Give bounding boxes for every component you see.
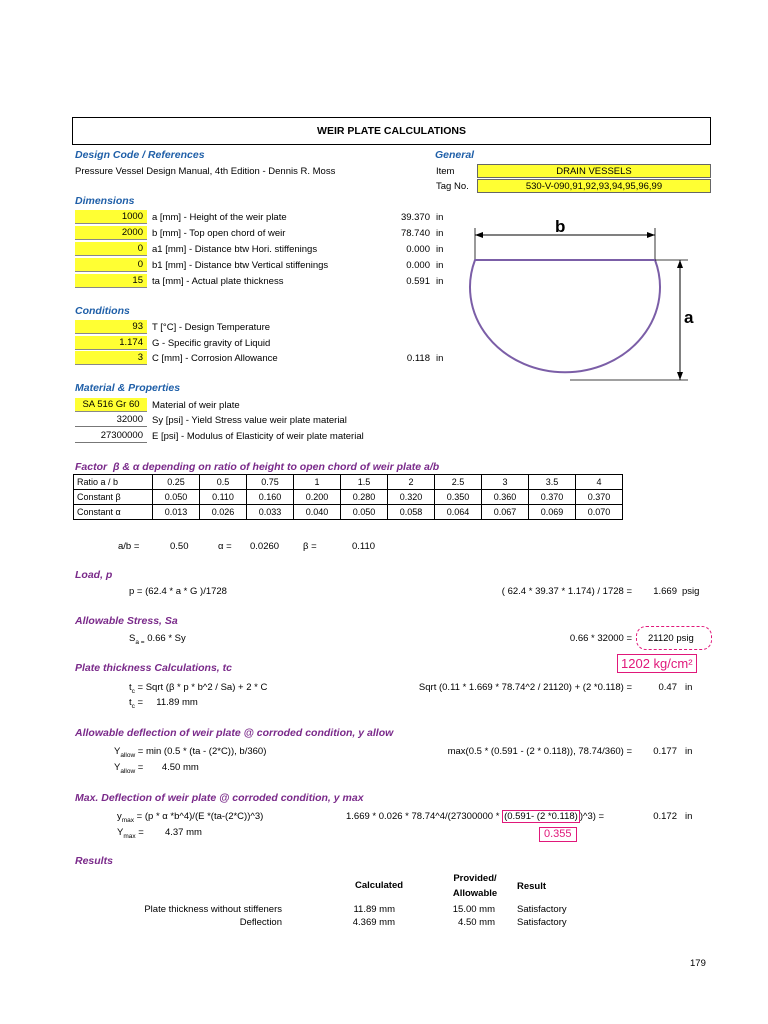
modulus-value: 27300000 (75, 429, 147, 443)
ab-label: a/b = (118, 541, 140, 552)
weir-plate-diagram (460, 210, 710, 390)
material-value: SA 516 Gr 60 (75, 398, 147, 412)
thickness-mm: $t_c$ = 11.89 mm (129, 697, 198, 710)
max-deflection-formula: $y_{max} = (p * \alpha$ *b^4)/(E *(ta-(2*C))^3) (117, 811, 264, 824)
dim-b-inch: 78.740 (400, 228, 430, 239)
cond-c-label: C [mm] - Corrosion Allowance (152, 353, 278, 364)
table-row: Constant β 0.050 0.110 0.160 0.200 0.280 0.320 0.350 0.360 0.370 0.370 (74, 490, 623, 505)
tag-value: 530-V-090,91,92,93,94,95,96,99 (477, 179, 711, 193)
arrow-right-icon (647, 232, 655, 238)
result-row-status: Satisfactory (517, 904, 567, 915)
arrow-up-icon (677, 260, 683, 268)
dim-a1-inch: 0.000 (406, 244, 430, 255)
dim-b1-unit: in (436, 260, 444, 271)
cond-c-unit: in (436, 353, 444, 364)
result-row-status: Satisfactory (517, 917, 567, 928)
dim-a1-unit: in (436, 244, 444, 255)
result-row-calculated: 11.89 mm (353, 904, 395, 915)
weir-plate-shape (470, 260, 660, 372)
max-deflection-callout: 0.355 (539, 827, 577, 842)
dim-ta-value: 15 (75, 274, 147, 288)
material-heading: Material & Properties (75, 382, 181, 394)
label-b: b (555, 217, 566, 236)
result-row-label: Plate thickness without stiffeners (144, 904, 282, 915)
item-value: DRAIN VESSELS (477, 164, 711, 178)
reference-text: Pressure Vessel Design Manual, 4th Edition - Dennis R. Moss (75, 166, 336, 177)
cond-g-value: 1.174 (75, 336, 147, 350)
design-code-heading: Design Code / References (75, 149, 205, 161)
thickness-calc: Sqrt (0.11 * 1.669 * 78.74^2 / 21120) + (2 *0.118) = (418, 682, 632, 693)
cond-t-label: T [°C] - Design Temperature (152, 322, 271, 333)
cond-t-value: 93 (75, 320, 147, 334)
dim-b-unit: in (436, 228, 444, 239)
general-heading: General (435, 149, 475, 161)
results-heading: Results (75, 855, 113, 867)
result-row-calculated: 4.369 mm (352, 917, 395, 928)
dim-a1-value: 0 (75, 242, 147, 256)
load-calc: ( 62.4 * 39.37 * 1.174) / 1728 = (501, 586, 632, 597)
max-deflection-markup: (0.591- (2 *0.118) (504, 811, 578, 822)
allowable-stress-heading: Allowable Stress, Sa (75, 615, 178, 627)
factor-table (73, 474, 623, 520)
dim-a-unit: in (436, 212, 444, 223)
col-provided-2: Allowable (452, 888, 498, 899)
dim-b1-value: 0 (75, 258, 147, 272)
dim-ta-label: ta [mm] - Actual plate thickness (152, 276, 284, 287)
result-row-provided: 15.00 mm (452, 904, 495, 915)
table-row: Constant α 0.013 0.026 0.033 0.040 0.050 0.058 0.064 0.067 0.069 0.070 (74, 505, 623, 520)
modulus-label: E [psi] - Modulus of Elasticity of weir plate material (152, 431, 364, 442)
max-deflection-calc: 1.669 * 0.026 * 78.74^4/(27300000 * (0.591- (2 *0.118) )^3) = (346, 811, 605, 822)
cond-c-value: 3 (75, 351, 147, 365)
max-deflection-result: 0.172 (653, 811, 677, 822)
stress-result: 21120 psig (648, 633, 694, 644)
item-label: Item (436, 166, 455, 177)
thickness-formula: $t_c$ = Sqrt (β * p * b^2 / Sa) + 2 * C (129, 682, 268, 695)
load-formula: p = (62.4 * a * G )/1728 (129, 586, 227, 597)
allow-deflection-result: 0.177 (653, 746, 677, 757)
dim-b-label: b [mm] - Top open chord of weir (152, 228, 286, 239)
allow-deflection-unit: in (685, 746, 693, 757)
thickness-unit: in (685, 682, 693, 693)
alpha-value: 0.0260 (250, 541, 280, 552)
alpha-label: α = (218, 541, 232, 552)
dim-a-label: a [mm] - Height of the weir plate (152, 212, 287, 223)
dim-b1-inch: 0.000 (406, 260, 430, 271)
dim-a-value: 1000 (75, 210, 147, 224)
conditions-heading: Conditions (75, 305, 130, 317)
allow-deflection-heading: Allowable deflection of weir plate @ corroded condition, y allow (75, 727, 394, 739)
thickness-result: 0.47 (658, 682, 677, 693)
tag-label: Tag No. (436, 181, 469, 192)
label-a: a (684, 308, 694, 327)
beta-value: 0.110 (352, 541, 376, 552)
result-row-provided: 4.50 mm (458, 917, 495, 928)
allow-deflection-formula: $Y_{allow} = \min (0.5 * (ta - (2*C))$, b/360) (114, 746, 267, 759)
dim-a-inch: 39.370 (400, 212, 430, 223)
result-row-label: Deflection (239, 917, 282, 928)
col-provided: Provided/ (453, 873, 497, 884)
dim-a1-label: a1 [mm] - Distance btw Hori. stiffenings (152, 244, 318, 255)
table-row: Ratio a / b 0.25 0.5 0.75 1 1.5 2 2.5 3 3.5 4 (74, 475, 623, 490)
col-result: Result (517, 881, 547, 892)
dim-ta-inch: 0.591 (406, 276, 430, 287)
stress-calc: 0.66 * 32000 = (569, 633, 632, 644)
dim-ta-unit: in (436, 276, 444, 287)
yield-value: 32000 (75, 413, 147, 427)
ab-value: 0.50 (170, 541, 189, 552)
allow-deflection-calc: max(0.5 * (0.591 - (2 * 0.118)), 78.74/360) = (447, 746, 632, 757)
page-title: WEIR PLATE CALCULATIONS (72, 117, 711, 145)
max-deflection-heading: Max. Deflection of weir plate @ corroded condition, y max (75, 792, 364, 804)
arrow-left-icon (475, 232, 483, 238)
yield-label: Sy [psi] - Yield Stress value weir plate material (152, 415, 347, 426)
load-heading: Load, p (75, 569, 113, 581)
cond-c-inch: 0.118 (406, 353, 430, 364)
factor-heading: Factor β & α depending on ratio of height to open chord of weir plate a/b (75, 461, 440, 473)
dim-b-value: 2000 (75, 226, 147, 240)
arrow-down-icon (677, 372, 683, 380)
stress-callout: 1202 kg/cm² (617, 654, 697, 673)
allow-deflection-mm: $Y_{allow}$ = 4.50 mm (114, 762, 199, 775)
col-calculated: Calculated (355, 880, 404, 891)
max-deflection-unit: in (685, 811, 693, 822)
dimensions-heading: Dimensions (75, 195, 135, 207)
beta-label: β = (303, 541, 317, 552)
load-result: 1.669 (653, 586, 677, 597)
thickness-heading: Plate thickness Calculations, tc (75, 662, 232, 674)
dim-b1-label: b1 [mm] - Distance btw Vertical stiffenings (152, 260, 329, 271)
page-number: 179 (690, 958, 706, 969)
material-label: Material of weir plate (152, 400, 240, 411)
cond-g-label: G - Specific gravity of Liquid (152, 338, 271, 349)
load-unit: psig (682, 586, 700, 597)
stress-formula: $S_{a =}$ 0.66 * Sy (129, 633, 186, 646)
max-deflection-mm: $Y_{max}$ = 4.37 mm (117, 827, 202, 840)
